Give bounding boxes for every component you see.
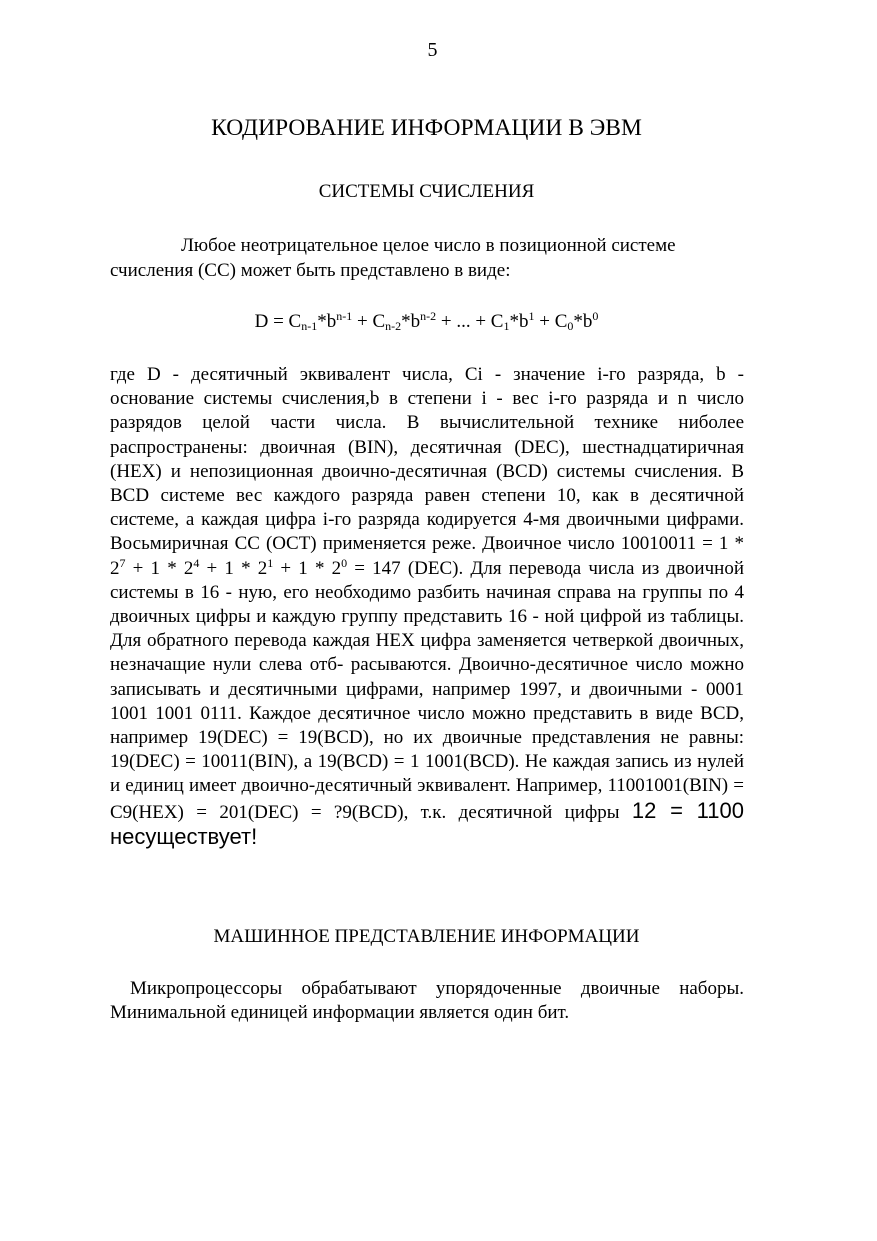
exponent: 7 [119,555,126,570]
section-title-number-systems: СИСТЕМЫ СЧИСЛЕНИЯ [318,181,535,202]
formula-text: + ... + C [436,311,504,332]
formula-subscript: 1 [503,319,510,333]
main-paragraph [110,363,744,851]
formula-text: D = C [254,311,302,332]
main-text-part: + 1 * 2 [125,557,194,579]
formula-subscript: n-1 [301,319,318,333]
page-number: 5 [427,39,438,61]
formula-subscript: n-2 [385,319,402,333]
formula-text: *b [401,311,421,332]
exponent: 1 [267,555,274,570]
formula-text: *b [509,311,529,332]
page-title: КОДИРОВАНИЕ ИНФОРМАЦИИ В ЭВМ [211,115,642,141]
intro-paragraph: Любое неотрицательное целое число в позиционной системе счисления (СС) может быть представлено в виде: [110,235,676,281]
formula-text: + C [534,311,568,332]
positional-formula [0,309,853,335]
formula-superscript: 0 [592,309,599,323]
main-text-part: = 147 (DEC). Для перевода числа из двоичной системы в 16 - ную, его необходимо разбить начиная справа на группы по 4 двоичных цифры и каждую группу представить 16 - ной цифрой из таблицы. Для обратного перевода каждая HEX цифра заменяется четверкой двоичных, незначащие нули слева отб- расываются. Двоично-десятичное число можно записывать и десятичными цифрами, например 1997, и двоичными - 0001 1001 1001 0111. Каждое десятичное число можно представить в виде BCD, например 19(DEC) = 19(BCD), но их двоичные представления не равны: 19(DEC) = 10011(BIN), а 19(BCD) = 1 1001(BCD). Не каждая запись из нулей и единиц имеет двоично-десятичный эквивалент. Например, 11001001(BIN) = C9(HEX) = 201(DEC) = ?9(BCD), т.к. десятичной цифры [110,557,744,823]
exponent: 4 [193,555,200,570]
formula-text: + C [352,311,386,332]
formula-subscript: 0 [567,319,574,333]
formula-text: *b [317,311,337,332]
machine-representation-paragraph: Микропроцессоры обрабатывают упорядоченные двоичные наборы. Минимальной единицей информации является один бит. [110,978,744,1023]
section-title-machine-representation: МАШИННОЕ ПРЕДСТАВЛЕНИЕ ИНФОРМАЦИИ [213,926,640,947]
exponent: 0 [341,555,348,570]
formula-superscript: 1 [528,309,535,323]
formula-superscript: n-1 [336,309,353,323]
formula-superscript: n-2 [420,309,437,323]
main-text-part: + 1 * 2 [273,557,342,579]
formula-text: *b [573,311,593,332]
main-text-part: где D - десятичный эквивалент числа, Ci - значение i-го разряда, b - основание системы счисления,b в степени i - вес i-го разряда и n число разрядов целой части числа. В вычислительной технике ниболее распространены: двоичная (BIN), десятичная (DEC), шестнадцатиричная (HEX) и непозиционная двоично-десятичная (BCD) системы счисления. В BCD системе вес каждого разряда равен степени 10, как в десятичной системе, а каждая цифра i-го разряда кодируется 4-мя двоичными цифрами. Восьмиричная СС (OCT) применяется реже. Двоичное число 10010011 = 1 * 2 [110,364,744,579]
main-text-part: + 1 * 2 [199,557,268,579]
main-text-tail: 12 = 1100 несуществует! [110,797,744,849]
